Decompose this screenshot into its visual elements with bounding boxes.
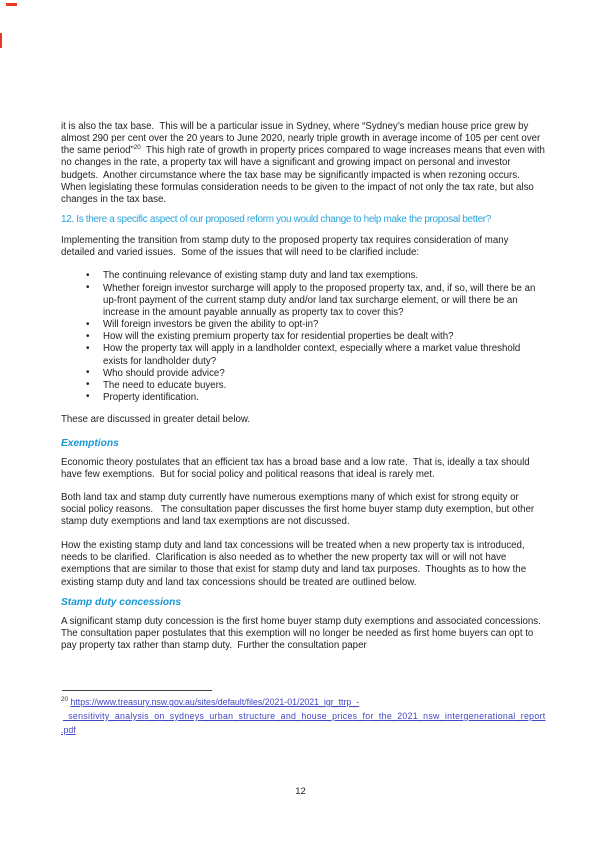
after-bullets-paragraph: These are discussed in greater detail below. [61,414,251,426]
bullet-icon: • [86,379,90,391]
list-item [61,283,545,319]
footnote-url-link[interactable]: https://www.treasury.nsw.gov.au/sites/default/files/2021-01/2021_igr_ttrp_- [70,697,360,707]
list-item [61,392,545,404]
bullet-icon: • [86,318,90,330]
intro-paragraph: Implementing the transition from stamp duty to the proposed property tax requires consideration of many detailed and varied issues. Some of the issues that will need to be clarified include: [61,235,512,259]
bullet-text: Who should provide advice? [103,367,225,379]
bullet-text: The continuing relevance of existing stamp duty and land tax exemptions. [103,270,419,282]
page-number: 12 [295,786,306,797]
issues-bullet-list [61,270,545,404]
footnote-url-link[interactable]: _sensitivity_analysis_on_sydneys_urban_structure_and_house_prices_for_the_2021_nsw_intergenerational_report [63,710,546,721]
footnote-url-link[interactable]: .pdf [61,724,76,735]
bullet-icon: • [86,391,90,403]
list-item [61,368,545,380]
red-ink-mark-horizontal [6,3,17,6]
list-item [61,380,545,392]
bullet-icon: • [86,282,90,294]
red-ink-mark-vertical [0,33,2,48]
bullet-icon: • [86,330,90,342]
bullet-text: How the property tax will apply in a landholder context, especially where a market value threshold exists for landholder duty? [103,343,524,367]
footnote-reference-20: 20 [133,144,141,152]
bullet-text: The need to educate buyers. [103,379,227,391]
footnote-line-1 [61,696,545,710]
bullet-icon: • [86,342,90,354]
continuation-text-after: This high rate of growth in property prices compared to wage increases means that even with no changes in the rate, a property tax will have a significant and growing impact on personal and investor budgets. Another circumstance where the tax base may be significantly impacted is when rezoning occurs. When legislating these formulas consideration needs to be given to the impact of not only the tax rate, but also changes in the tax base. [61,145,548,205]
continuation-paragraph [61,121,548,206]
list-item [61,331,545,343]
footnote-line-3 [61,724,545,738]
exemptions-paragraph-3: How the existing stamp duty and land tax concessions will be treated when a new property tax is introduced, needs to be clarified. Clarification is also needed as to whether the new property tax will or will not have exemptions that are similar to those that exist for stamp duty and land tax purposes. Thoughts as to how the existing stamp duty and land tax concessions should be treated are outlined below. [61,540,529,588]
bullet-icon: • [86,269,90,281]
continuation-text-before: it is also the tax base. This will be a particular issue in Sydney, where “Sydney’s median house price grew by almost 290 per cent over the 20 years to June 2020, nearly triple growth in average income of 105 per cent over the same period” [61,121,543,157]
exemptions-heading: Exemptions [61,438,119,450]
bullet-icon: • [86,367,90,379]
bullet-text: Will foreign investors be given the ability to opt-in? [103,319,319,331]
bullet-text: Property identification. [103,391,199,403]
list-item [61,319,545,331]
bullet-text: How will the existing premium property tax for residential properties be dealt with? [103,331,454,343]
document-body [61,121,548,652]
footnote-separator-line [62,690,212,691]
footnote [61,696,545,737]
exemptions-paragraph-1: Economic theory postulates that an efficient tax has a broad base and a low rate. That is, ideally a tax should have few exemptions. But for social policy and political reasons that ideal is rarely met. [61,457,533,481]
stamp-duty-concessions-paragraph: A significant stamp duty concession is the first home buyer stamp duty exemptions and associated concessions. The consultation paper postulates that this exemption will no longer be needed as first home buyers can opt to pay property tax rather than stamp duty. Further the consultation paper [61,615,546,651]
exemptions-paragraph-2: Both land tax and stamp duty currently have numerous exemptions many of which exist for strong equity or social policy reasons. The consultation paper discusses the first home buyer stamp duty exemption, but other stamp duty exemptions and land tax exemptions are not discussed. [61,491,537,527]
footnote-marker: 20 [61,696,69,704]
list-item [61,270,545,282]
bullet-text: Whether foreign investor surcharge will apply to the proposed property tax, and, if so, will there be an up-front payment of the current stamp duty and/or land tax surcharge element, or will there be an increase in the amount payable annually as property tax to cover this? [103,282,539,318]
question-12-heading: 12. Is there a specific aspect of our proposed reform you would change to help make the proposal better? [61,214,491,226]
stamp-duty-concessions-heading: Stamp duty concessions [61,596,182,608]
footnote-line-2 [61,710,545,724]
list-item [61,343,545,367]
